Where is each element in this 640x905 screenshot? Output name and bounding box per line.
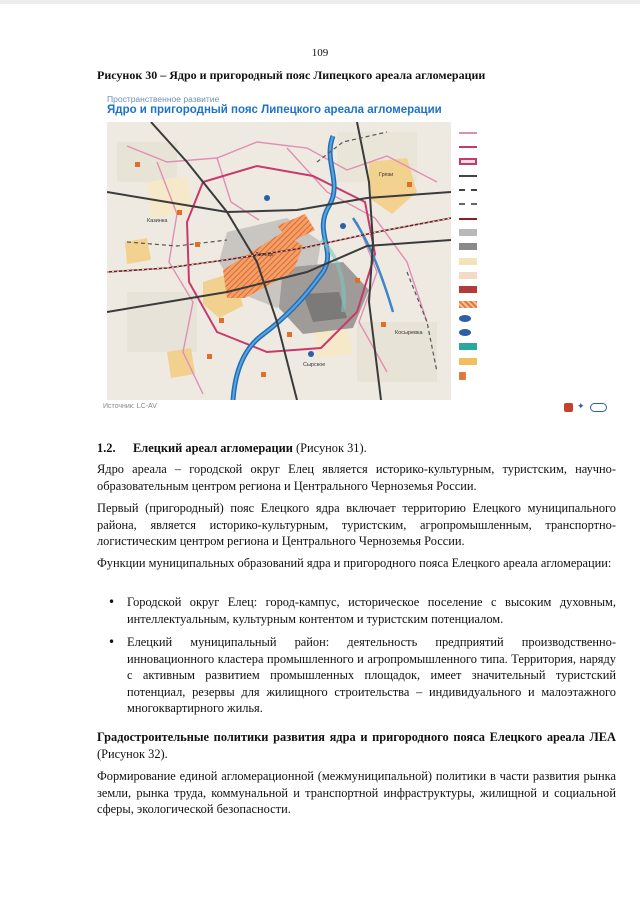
map-legend	[457, 126, 607, 383]
list-item-text: Елецкий муниципальный район: деятельность предприятий производственно-инновационного кластера промышленного и агропромышленного типа. Территория, наряду с активным развитием промышленных площадок, имеет значительный туристский потенциал, резервы для жилищного строительства – индивидуального и малоэтажного многоквартирного жилья.	[127, 635, 616, 715]
bullet-icon: •	[108, 595, 116, 609]
figure-map-panel	[101, 92, 609, 415]
bullet-icon: •	[108, 635, 116, 649]
section-ref: (Рисунок 31).	[292, 441, 367, 455]
legend-swatch	[459, 158, 477, 165]
page-number: 109	[311, 47, 329, 59]
legend-label	[483, 143, 607, 148]
legend-swatch	[459, 343, 477, 350]
legend-label	[483, 343, 607, 348]
figure-logos	[564, 402, 608, 412]
list-item-text: Городской округ Елец: город-кампус, историческое поселение с высоким духовным, интеллектуальным, культурным контентом и туристским потенциалом.	[127, 595, 616, 626]
legend-swatch	[459, 243, 477, 250]
paragraph: Ядро ареала – городской округ Елец является историко-культурным, туристским, научно-образовательным центром региона и Центрального Черноземья России.	[97, 462, 616, 493]
legend-swatch	[459, 372, 466, 380]
page-top-edge	[0, 0, 640, 4]
legend-swatch	[459, 301, 477, 308]
legend-swatch	[459, 218, 477, 220]
legend-item	[457, 369, 607, 383]
subsection-ref: (Рисунок 32).	[97, 746, 168, 761]
legend-label	[483, 272, 607, 277]
figure-subtitle: Пространственное развитие	[107, 94, 220, 104]
legend-label	[483, 243, 607, 248]
figure-source: Источник: LC-AV	[103, 403, 157, 410]
legend-label	[483, 229, 607, 234]
list-item	[97, 634, 616, 717]
legend-item	[457, 155, 607, 169]
map-label: Липецк	[255, 252, 274, 258]
legend-label	[483, 129, 607, 134]
legend-label	[483, 286, 607, 291]
legend-swatch	[459, 132, 477, 134]
agglomeration-map	[107, 122, 451, 400]
legend-label	[483, 200, 607, 205]
legend-swatch	[459, 286, 477, 293]
figure-title: Ядро и пригородный пояс Липецкого ареала агломерации	[107, 104, 442, 116]
legend-swatch	[459, 146, 477, 148]
subsection-title: Градостроительные политики развития ядра и пригородного пояса Елецкого ареала ЛЕА	[97, 730, 616, 744]
section-title: Елецкий ареал агломерации	[133, 441, 293, 455]
bullet-list	[97, 594, 616, 717]
legend-item	[457, 283, 607, 297]
legend-item	[457, 355, 607, 369]
map-label: Сырское	[303, 362, 326, 368]
legend-item	[457, 212, 607, 226]
legend-item	[457, 269, 607, 283]
legend-item	[457, 226, 607, 240]
dove-logo-icon: ✦	[577, 402, 585, 412]
legend-item	[457, 140, 607, 154]
legend-label	[483, 372, 607, 377]
subsection-heading	[97, 729, 616, 762]
legend-item	[457, 183, 607, 197]
list-item	[97, 594, 616, 627]
legend-item	[457, 240, 607, 254]
region-emblem-icon	[564, 403, 573, 412]
section-heading	[97, 440, 367, 456]
legend-label	[483, 315, 607, 320]
paragraph: Формирование единой агломерационной (межмуниципальной) политики в части развития рынка земли, рынка труда, коммунальной и транспортной инфраструктуры, жилищной и социальной сферы, экологической безопасности.	[97, 769, 616, 816]
section-number: 1.2.	[97, 441, 116, 455]
legend-item	[457, 312, 607, 326]
legend-label	[483, 329, 607, 334]
legend-item	[457, 255, 607, 269]
legend-label	[483, 258, 607, 263]
legend-swatch	[459, 272, 477, 279]
map-label: Казинка	[147, 218, 168, 224]
legend-label	[483, 186, 607, 191]
oval-logo-icon	[590, 403, 607, 412]
legend-swatch	[459, 175, 477, 177]
legend-swatch	[459, 358, 477, 365]
legend-label	[483, 158, 607, 163]
legend-label	[483, 301, 607, 306]
legend-label	[483, 215, 607, 220]
legend-swatch	[459, 229, 477, 236]
legend-item	[457, 326, 607, 340]
legend-swatch	[459, 329, 471, 336]
legend-swatch	[459, 203, 477, 205]
legend-swatch	[459, 258, 477, 265]
legend-item	[457, 169, 607, 183]
map-label: Грязи	[379, 172, 394, 178]
map-label: Косыревка	[395, 330, 423, 336]
figure-caption: Рисунок 30 – Ядро и пригородный пояс Липецкого ареала агломерации	[97, 68, 486, 82]
legend-item	[457, 298, 607, 312]
paragraph: Функции муниципальных образований ядра и пригородного пояса Елецкого ареала агломерации:	[97, 556, 612, 570]
legend-item	[457, 340, 607, 354]
legend-item	[457, 197, 607, 211]
legend-swatch	[459, 189, 477, 191]
legend-item	[457, 126, 607, 140]
legend-label	[483, 358, 607, 363]
legend-label	[483, 172, 607, 177]
legend-swatch	[459, 315, 471, 322]
paragraph: Первый (пригородный) пояс Елецкого ядра включает территорию Елецкого муниципального района, является историко-культурным, туристским, агропромышленным, транспортно-логистическим центром региона и Центрального Черноземья России.	[97, 501, 616, 548]
